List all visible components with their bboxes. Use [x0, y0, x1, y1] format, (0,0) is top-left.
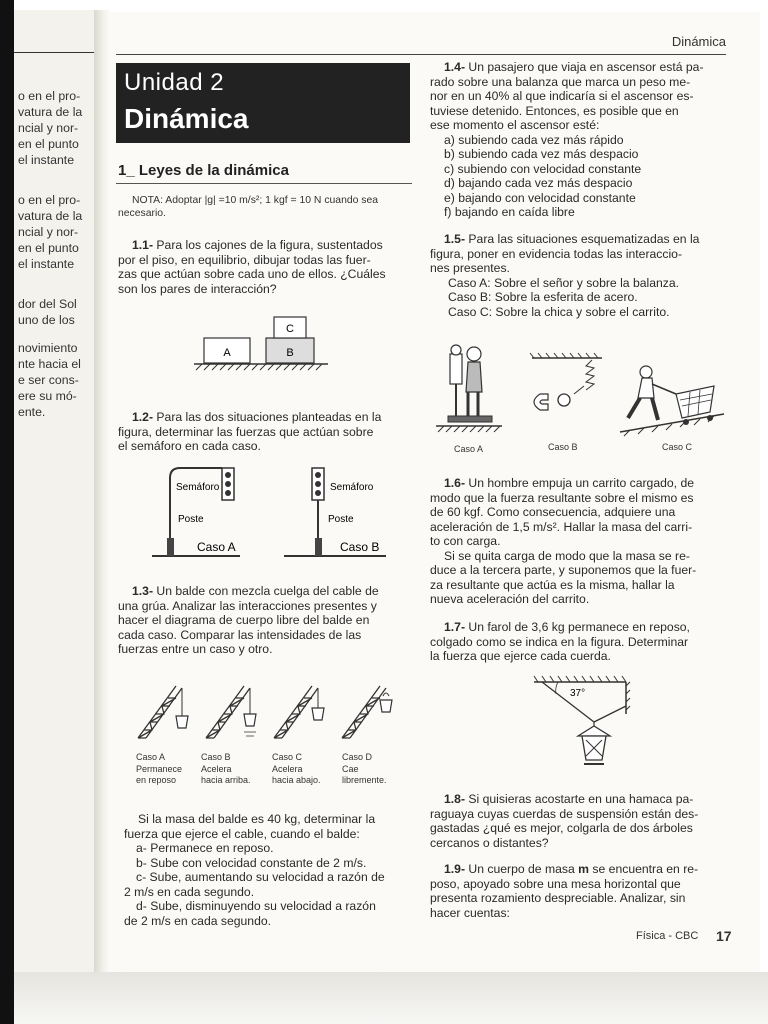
section-rule [116, 183, 412, 184]
scanner-bottom-edge [14, 972, 768, 1024]
semaforo-label-b: Semáforo [330, 482, 374, 493]
exercise-1-3-question: Si la masa del balde es 40 kg, determinar la fuerza que ejerce el cable, cuando el balde: a- Permanece en reposo. b- Sube con velocidad constante de 2 m/s. c- Sube, aumentando su velocidad a razón de 2 m/s en cada segundo. d- Sube, disminuyendo su velocidad a razón de 2 m/s en cada segundo. [124, 812, 385, 928]
angle-label: 37° [570, 688, 586, 699]
exercise-number: 1.8- [444, 792, 466, 806]
option-c: c) subiendo con velocidad constante [444, 161, 642, 176]
exercise-number: 1.6- [444, 476, 466, 490]
pole-a [170, 468, 222, 538]
post-base-b [315, 538, 322, 556]
exercise-1-4: 1.4- Un pasajero que viaja en ascensor está pa- rado sobre una balanza que marca un peso me- nor en un 40% al que indicaría si el ascensor es- tuviese detenido. Entonces, es posible que en ese momento el ascensor esté: a) subiendo cada vez más rápido b) subiendo cada vez más despacio c) subiendo con velocidad constante d) bajando cada vez más despacio e) bajando con velocidad constante f) bajando en caída libre [430, 60, 732, 220]
rope-2 [594, 706, 626, 722]
exercise-number: 1.4- [444, 60, 466, 74]
caso-a-label: Caso A [197, 540, 236, 554]
case-a-man-on-scale [436, 345, 502, 432]
poste-label-a: Poste [178, 514, 204, 525]
option-d: d) bajando cada vez más despacio [444, 176, 633, 190]
exercise-1-6: 1.6- Un hombre empuja un carrito cargado, de modo que la fuerza resultante sobre el mismo es de 60 kgf. Como consecuencia, adquiere una aceleración de 1,5 m/s². Hallar la masa del carri- to con carga. Si se quita carga de modo que la masa se re- duce a la tercera parte, y suponemos que la fuer- za resultante que actúa es la misma, hallar la nueva aceleración del carrito. [430, 476, 697, 606]
case-b-magnet-sphere [530, 353, 602, 410]
exercise-1-3: 1.3- Un balde con mezcla cuelga del cable de una grúa. Analizar las interacciones presentes y hacer el diagrama de cuerpo libre del balde en cada caso. Comparar las intensidades de las fuerzas entre un caso y otro. [118, 584, 379, 656]
floor-hatch [196, 364, 322, 370]
exercise-1-5: 1.5- Para las situaciones esquematizadas en la figura, poner en evidencia todas las interaccio- nes presentes. Caso A: Sobre el señor y sobre la balanza. Caso B: Sobre la esferita de acero. Caso C: Sobre la chica y sobre el carrito. [430, 232, 700, 319]
exercise-number: 1.9- [444, 862, 466, 876]
option-e: e) bajando con velocidad constante [444, 190, 636, 205]
crane-caption-c: Caso C Acelera hacia abajo. [272, 752, 321, 785]
crane-caption-a: Caso A Permanece en reposo [136, 752, 183, 785]
running-header [116, 34, 726, 55]
traffic-light-figure [148, 462, 418, 562]
section-heading: 1_ Leyes de la dinámica [118, 162, 289, 179]
poste-label-b: Poste [328, 514, 354, 525]
case-c-caption: Caso C [662, 442, 693, 452]
case-a-caption: Caso A [454, 444, 484, 454]
case-c-girl-cart [620, 366, 724, 436]
exercise-number: 1.3- [132, 584, 154, 598]
unit-title: Dinámica [124, 103, 249, 134]
rope-1 [542, 682, 594, 722]
caso-b-label: Caso B [340, 540, 380, 554]
left-facing-page [14, 10, 95, 972]
lantern-roof [578, 726, 610, 736]
crane-figure [132, 680, 412, 744]
post-base-a [167, 538, 174, 556]
option-a: a) subiendo cada vez más rápido [444, 132, 624, 147]
exercise-number: 1.2- [132, 410, 154, 424]
exercise-1-8: 1.8- Si quisieras acostarte en una hamaca pa- raguaya cuyas cuerdas de suspensión están des- gastadas ¿qué es mejor, colgarla de dos árboles cercanos o distantes? [430, 792, 699, 850]
box-a-label: A [223, 347, 231, 359]
case-b-caption: Caso B [548, 442, 578, 452]
crane-c [274, 686, 324, 738]
crane-a [138, 686, 188, 738]
page-number: 17 [716, 928, 732, 944]
left-page-paragraph-1: o en el pro- vatura de la ncial y nor- en el punto el instante [18, 89, 83, 167]
scanner-black-edge [0, 0, 14, 1024]
unit-title-box [116, 63, 410, 143]
crane-d [342, 686, 392, 738]
running-header-title: Dinámica [671, 34, 726, 49]
page-top-edge [0, 0, 768, 10]
left-page-paragraph-4: novimiento nte hacia el e ser cons- ere su mó- ente. [18, 341, 81, 419]
crane-caption-d: Caso D Cae libremente. [342, 752, 387, 785]
lantern-figure [530, 674, 634, 770]
left-page-paragraph-2: o en el pro- vatura de la ncial y nor- en el punto el instante [18, 193, 83, 271]
unit-label: Unidad 2 [124, 69, 225, 96]
crane-caption-b: Caso B Acelera hacia arriba. [201, 752, 251, 785]
interaction-cases-figure [432, 342, 732, 440]
exercise-1-7: 1.7- Un farol de 3,6 kg permanece en reposo, colgado como se indica en la figura. Determinar la fuerza que ejerce cada cuerda. [430, 620, 690, 663]
exercise-number: 1.1- [132, 238, 154, 252]
footer-label: Física - CBC [636, 930, 699, 942]
semaforo-label-a: Semáforo [176, 482, 220, 493]
nota-text: NOTA: Adoptar |g| =10 m/s²; 1 kgf = 10 N cuando sea necesario. [118, 195, 379, 219]
option-f: f) bajando en caída libre [444, 205, 575, 219]
option-b: b) subiendo cada vez más despacio [444, 147, 639, 161]
box-c-label: C [286, 323, 294, 335]
left-page-rule [14, 52, 94, 53]
exercise-1-9: 1.9- Un cuerpo de masa m se encuentra en re- poso, apoyado sobre una mesa horizontal que presenta rozamiento despreciable. Analizar, sin hacer cuentas: [430, 862, 699, 920]
exercise-number: 1.7- [444, 620, 466, 634]
left-page-paragraph-3: dor del Sol uno de los [18, 297, 77, 327]
boxes-figure [190, 312, 340, 374]
crane-b [206, 686, 256, 738]
exercise-1-1: 1.1- Para los cajones de la figura, sustentados por el piso, en equilibrio, dibujar todas las fuer- zas que actúan sobre cada uno de ellos. ¿Cuáles son los pares de interacción? [118, 238, 386, 296]
box-b-label: B [286, 347, 294, 359]
exercise-1-2: 1.2- Para las dos situaciones planteadas en la figura, determinar las fuerzas que actúan sobre el semáforo en cada caso. [118, 410, 382, 453]
exercise-number: 1.5- [444, 232, 466, 246]
